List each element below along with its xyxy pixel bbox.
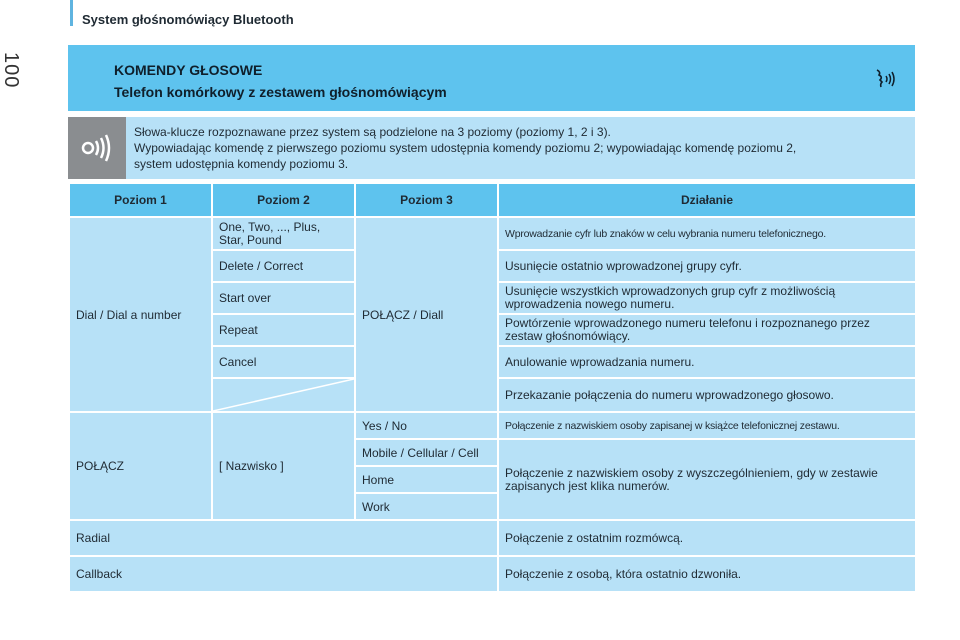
dial-action-delete: Usunięcie ostatnio wprowadzonej grupy cyfr. xyxy=(499,251,915,281)
intro-line-3: system udostępnia komendy poziomu 3. xyxy=(134,157,349,171)
header-action: Działanie xyxy=(499,184,915,216)
connect-options-action: Połączenie z nazwiskiem osoby z wyszczególnieniem, gdy w zestawie zapisanych jest klika numerów. xyxy=(499,440,915,519)
dial-action-digits: Wprowadzanie cyfr lub znaków w celu wybrania numeru telefonicznego. xyxy=(499,218,915,249)
section-header: System głośnomówiący Bluetooth xyxy=(82,12,294,27)
table-header-row xyxy=(70,184,915,216)
section-banner xyxy=(68,45,915,111)
connect-option-mobile: Mobile / Cellular / Cell xyxy=(356,440,497,465)
intro-box xyxy=(68,117,915,179)
connect-level-1: POŁĄCZ xyxy=(70,413,211,519)
connect-level-2: [ Nazwisko ] xyxy=(213,413,354,519)
intro-icon-box xyxy=(68,117,126,179)
connect-yes-no: Yes / No xyxy=(356,413,497,438)
redial-action: Połączenie z ostatnim rozmówcą. xyxy=(499,521,915,555)
speaker-sound-icon xyxy=(80,131,114,165)
dial-level-2-cancel: Cancel xyxy=(213,347,354,377)
redial-command: Radial xyxy=(70,521,497,555)
table-row xyxy=(70,218,915,249)
intro-line-1: Słowa-klucze rozpoznawane przez system są podzielone na 3 poziomy (poziomy 1, 2 i 3). xyxy=(134,125,611,139)
dial-level-2-repeat: Repeat xyxy=(213,315,354,345)
voice-command-icon xyxy=(871,67,901,91)
intro-line-2: Wypowiadając komendę z pierwszego poziomu system udostępnia komendy poziomu 2; wypowiadając komendę poziomu 2, xyxy=(134,141,797,155)
header-level-3: Poziom 3 xyxy=(356,184,497,216)
table-row xyxy=(70,557,915,591)
banner-subtitle: Telefon komórkowy z zestawem głośnomówiącym xyxy=(114,84,447,100)
dial-action-transfer: Przekazanie połączenia do numeru wprowadzonego głosowo. xyxy=(499,379,915,411)
intro-text xyxy=(134,124,904,172)
dial-level-2-start-over: Start over xyxy=(213,283,354,313)
page-number: 100 xyxy=(0,52,22,89)
dial-action-cancel: Anulowanie wprowadzania numeru. xyxy=(499,347,915,377)
header-level-2: Poziom 2 xyxy=(213,184,354,216)
table-row xyxy=(70,521,915,555)
header-level-1: Poziom 1 xyxy=(70,184,211,216)
table-row xyxy=(70,413,915,438)
dial-action-repeat: Powtórzenie wprowadzonego numeru telefonu i rozpoznanego przez zestaw głośnomówiący. xyxy=(499,315,915,345)
banner-title: KOMENDY GŁOSOWE xyxy=(114,62,263,78)
dial-level-2-digits: One, Two, ..., Plus, Star, Pound xyxy=(213,218,354,249)
dial-action-start-over: Usunięcie wszystkich wprowadzonych grup cyfr z możliwością wprowadzenia nowego numeru. xyxy=(499,283,915,313)
connect-option-work: Work xyxy=(356,494,497,519)
dial-level-1: Dial / Dial a number xyxy=(70,218,211,411)
connect-yes-no-action: Połączenie z nazwiskiem osoby zapisanej w książce telefonicznej zestawu. xyxy=(499,413,915,438)
header-accent-bar xyxy=(70,0,73,26)
voice-commands-table xyxy=(68,182,917,593)
dial-level-2-delete: Delete / Correct xyxy=(213,251,354,281)
callback-action: Połączenie z osobą, która ostatnio dzwoniła. xyxy=(499,557,915,591)
connect-option-home: Home xyxy=(356,467,497,492)
dial-level-3: POŁĄCZ / Diall xyxy=(356,218,497,411)
callback-command: Callback xyxy=(70,557,497,591)
empty-diagonal-cell xyxy=(213,379,354,411)
